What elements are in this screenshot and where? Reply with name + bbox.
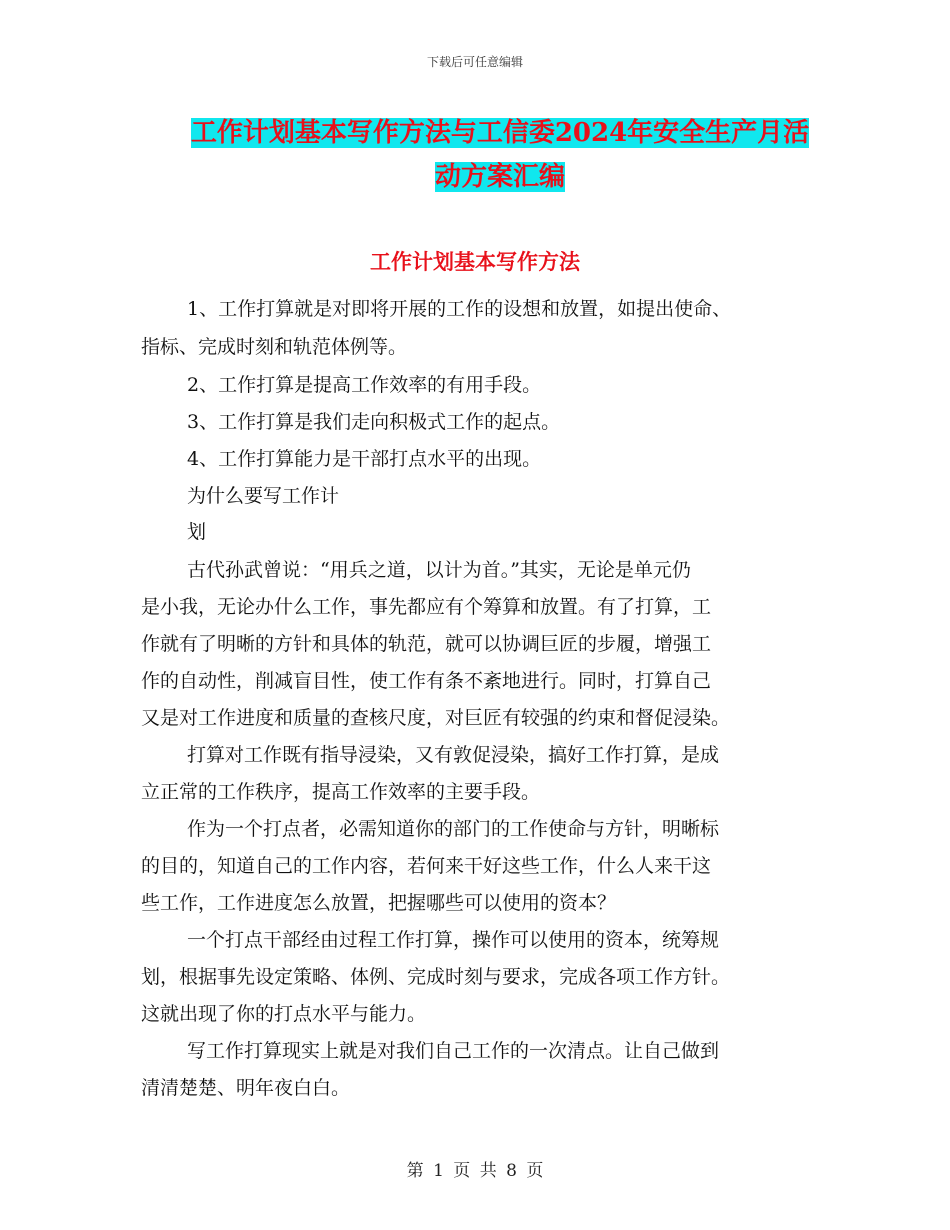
body-line-9: 是小我，无论办什么工作，事先都应有个筹算和放置。有了打算，工 (141, 596, 712, 618)
body-line-2: 指标、完成时刻和轨范体例等。 (141, 336, 408, 358)
body-line-3: 2、工作打算是提高工作效率的有用手段。 (187, 374, 542, 396)
section-title: 工作计划基本写作方法 (370, 249, 580, 274)
body-line-1: 1、工作打算就是对即将开展的工作的设想和放置，如提出使命、 (187, 298, 732, 320)
body-line-22: 清清楚楚、明年夜白白。 (141, 1077, 351, 1099)
body-line-18: 一个打点干部经由过程工作打算，操作可以使用的资本，统筹规 (187, 929, 720, 951)
body-line-20: 这就出现了你的打点水平与能力。 (141, 1003, 427, 1025)
page-footer: 第 1 页 共 8 页 (406, 1161, 544, 1181)
title-text-1: 工作计划基本写作方法与工信委2024年安全生产月活 (190, 118, 810, 148)
title-text-2: 动方案汇编 (434, 162, 565, 192)
body-line-14: 立正常的工作秩序，提高工作效率的主要手段。 (141, 781, 541, 803)
body-line-13: 打算对工作既有指导浸染，又有敦促浸染，搞好工作打算，是成 (187, 744, 720, 766)
body-line-5: 4、工作打算能力是干部打点水平的出现。 (187, 448, 542, 470)
body-line-7: 划 (187, 521, 207, 543)
header-note: 下载后可任意编辑 (426, 55, 523, 69)
body-line-12: 又是对工作进度和质量的查核尺度，对巨匠有较强的约束和督促浸染。 (141, 707, 731, 729)
body-line-4: 3、工作打算是我们走向积极式工作的起点。 (187, 411, 561, 433)
body-line-11: 作的自动性，削减盲目性，使工作有条不紊地进行。同时，打算自己 (141, 670, 712, 692)
body-line-17: 些工作，工作进度怎么放置，把握哪些可以使用的资本？ (141, 892, 617, 914)
body-line-10: 作就有了明晰的方针和具体的轨范，就可以协调巨匠的步履，增强工 (141, 633, 712, 655)
body-line-6: 为什么要写工作计 (187, 485, 340, 507)
body-line-8: 古代孙武曾说：“用兵之道，以计为首。”其实，无论是单元仍 (187, 559, 691, 581)
body-line-16: 的目的，知道自己的工作内容，若何来干好这些工作，什么人来干这 (141, 855, 712, 877)
document-title-line-2 (140, 154, 860, 200)
body-line-21: 写工作打算现实上就是对我们自己工作的一次清点。让自己做到 (187, 1040, 720, 1062)
document-title-line-1 (140, 110, 860, 156)
body-line-19: 划，根据事先设定策略、体例、完成时刻与要求，完成各项工作方针。 (141, 966, 731, 988)
body-line-15: 作为一个打点者，必需知道你的部门的工作使命与方针，明晰标 (187, 818, 720, 840)
